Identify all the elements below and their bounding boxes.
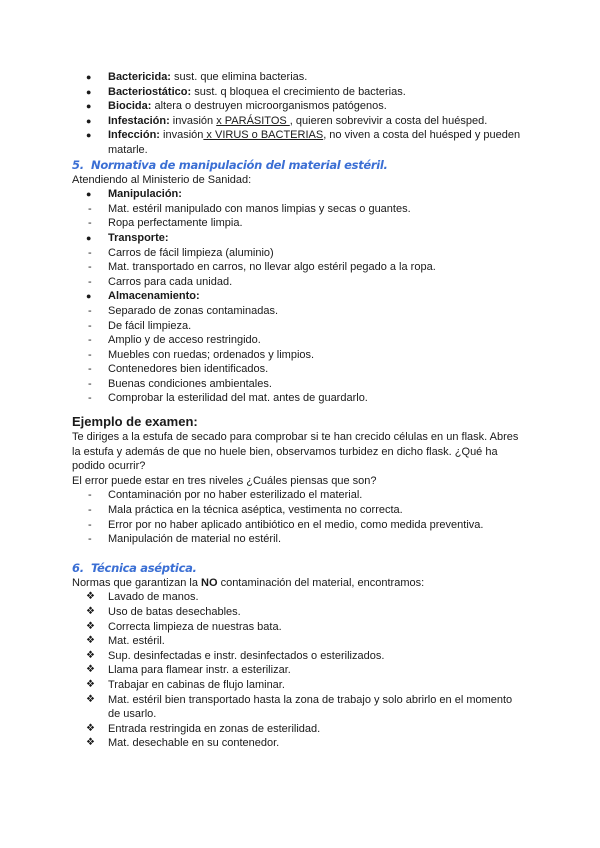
intro-bold: NO bbox=[201, 576, 218, 589]
list-item bbox=[72, 202, 532, 217]
list-item-text: Buenas condiciones ambientales. bbox=[108, 377, 272, 390]
bullet-icon: ● bbox=[86, 72, 92, 82]
list-item-continuation: de usarlo. bbox=[108, 708, 157, 721]
document-content bbox=[72, 70, 532, 751]
diamond-bullet-icon: ❖ bbox=[86, 635, 95, 647]
diamond-bullet-icon: ❖ bbox=[86, 620, 95, 632]
list-item-text: Mat. transportado en carros, no llevar algo estéril pegado a la ropa. bbox=[108, 261, 436, 274]
dash-icon: - bbox=[88, 363, 92, 376]
diamond-bullet-icon: ❖ bbox=[86, 678, 95, 690]
definition-term: Infestación: bbox=[108, 114, 170, 127]
list-item-text: Error por no haber aplicado antibiótico en el medio, como medida preventiva. bbox=[108, 518, 484, 531]
list-item-text: Trabajar en cabinas de flujo laminar. bbox=[108, 678, 285, 691]
definition-text-end: , no viven a costa del huésped y pueden bbox=[323, 129, 521, 142]
list-item bbox=[72, 678, 532, 693]
definition-term: Bacteriostático: bbox=[108, 85, 192, 98]
definition-item bbox=[72, 128, 532, 143]
list-item-text: Carros de fácil limpieza (aluminio) bbox=[108, 246, 274, 259]
list-item bbox=[72, 304, 532, 319]
section-5-intro: Atendiendo al Ministerio de Sanidad: bbox=[72, 173, 252, 186]
dash-icon: - bbox=[88, 304, 92, 317]
dash-icon: - bbox=[88, 504, 92, 517]
definition-underlined: x PARÁSITOS bbox=[216, 114, 290, 127]
list-item-text: Lavado de manos. bbox=[108, 591, 199, 604]
list-item bbox=[72, 503, 532, 518]
list-item-text: Mat. estéril bien transportado hasta la zona de trabajo y solo abrirlo en el momento bbox=[108, 693, 513, 706]
group-label: Almacenamiento: bbox=[108, 290, 200, 303]
exam-paragraph-line: podido ocurrir? bbox=[72, 460, 146, 473]
bullet-icon: ● bbox=[86, 101, 92, 112]
list-item-text: De fácil limpieza. bbox=[108, 319, 192, 332]
exam-heading: Ejemplo de examen: bbox=[72, 414, 198, 430]
dash-icon: - bbox=[88, 246, 92, 259]
list-item bbox=[72, 518, 532, 533]
list-item-text: Manipulación de material no estéril. bbox=[108, 533, 282, 546]
bullet-icon: ● bbox=[86, 189, 92, 200]
section-6-heading bbox=[72, 561, 532, 576]
list-item-text: Correcta limpieza de nuestras bata. bbox=[108, 620, 282, 633]
list-item bbox=[72, 488, 532, 503]
group-label-storage bbox=[72, 289, 532, 304]
list-item bbox=[72, 663, 532, 678]
list-item bbox=[72, 216, 532, 231]
section-number: 6. bbox=[72, 560, 84, 575]
diamond-bullet-icon: ❖ bbox=[86, 722, 95, 734]
definition-term: Bactericida: bbox=[108, 71, 171, 83]
dash-icon: - bbox=[88, 392, 92, 405]
list-item-text: Carros para cada unidad. bbox=[108, 275, 233, 288]
group-label-transport bbox=[72, 231, 532, 246]
list-item bbox=[72, 649, 532, 664]
diamond-bullet-icon: ❖ bbox=[86, 664, 95, 676]
dash-icon: - bbox=[88, 217, 92, 230]
list-item-text: Llama para flamear instr. a esterilizar. bbox=[108, 664, 291, 677]
dash-icon: - bbox=[88, 202, 92, 215]
definition-text: invasión bbox=[159, 129, 204, 142]
bullet-icon: ● bbox=[86, 115, 92, 126]
dash-icon: - bbox=[88, 518, 92, 531]
list-item bbox=[72, 590, 532, 605]
section-title: Normativa de manipulación del material estéril. bbox=[91, 157, 388, 172]
section-5-heading bbox=[72, 158, 532, 173]
diamond-bullet-icon: ❖ bbox=[86, 649, 95, 661]
dash-icon: - bbox=[88, 489, 92, 502]
group-label-manipulation bbox=[72, 187, 532, 202]
section-title: Técnica aséptica. bbox=[91, 560, 197, 575]
definition-text: altera o destruyen microorganismos patógenos. bbox=[151, 100, 387, 113]
intro-text-end: contaminación del material, encontramos: bbox=[217, 576, 425, 589]
list-item bbox=[72, 605, 532, 620]
exam-question: El error puede estar en tres niveles ¿Cuáles piensas que son? bbox=[72, 474, 377, 487]
list-item-text: Comprobar la esterilidad del mat. antes de guardarlo. bbox=[108, 392, 368, 405]
list-item bbox=[72, 620, 532, 635]
list-item-text: Mala práctica en la técnica aséptica, vestimenta no correcta. bbox=[108, 504, 403, 517]
section-number: 5. bbox=[72, 157, 84, 172]
bullet-icon: ● bbox=[86, 291, 92, 302]
intro-text: Normas que garantizan la bbox=[72, 576, 202, 589]
definition-text: sust. q bloquea el crecimiento de bacterias. bbox=[191, 85, 406, 98]
list-item bbox=[72, 736, 532, 751]
definition-item bbox=[72, 70, 532, 85]
dash-icon: - bbox=[88, 261, 92, 274]
list-item-text: Sup. desinfectadas e instr. desinfectados o esterilizados. bbox=[108, 649, 385, 662]
diamond-bullet-icon: ❖ bbox=[86, 591, 95, 603]
list-item-text: Mat. estéril. bbox=[108, 635, 165, 648]
group-label: Transporte: bbox=[108, 231, 169, 244]
dash-icon: - bbox=[88, 377, 92, 390]
diamond-bullet-icon: ❖ bbox=[86, 737, 95, 749]
list-item-text: Mat. desechable en su contenedor. bbox=[108, 737, 280, 750]
dash-icon: - bbox=[88, 319, 92, 332]
list-item-text: Contaminación por no haber esterilizado el material. bbox=[108, 489, 363, 502]
bullet-icon: ● bbox=[86, 86, 92, 97]
list-item bbox=[72, 319, 532, 334]
list-item bbox=[72, 362, 532, 377]
definition-text: invasión bbox=[169, 114, 217, 127]
list-item bbox=[72, 391, 532, 406]
list-item bbox=[72, 246, 532, 261]
list-item-text: Entrada restringida en zonas de esterilidad. bbox=[108, 722, 321, 735]
list-item-text: Muebles con ruedas; ordenados y limpios. bbox=[108, 348, 315, 361]
definition-term: Infección: bbox=[108, 129, 160, 142]
definition-text: sust. que elimina bacterias. bbox=[170, 71, 308, 83]
list-item bbox=[72, 377, 532, 392]
definition-underlined: x VIRUS o BACTERIAS bbox=[203, 129, 324, 142]
definition-item bbox=[72, 85, 532, 100]
definition-item bbox=[72, 114, 532, 129]
diamond-bullet-icon: ❖ bbox=[86, 606, 95, 617]
list-item bbox=[72, 634, 532, 649]
dash-icon: - bbox=[88, 348, 92, 361]
group-label: Manipulación: bbox=[108, 188, 182, 201]
list-item-text: Mat. estéril manipulado con manos limpias y secas o guantes. bbox=[108, 202, 411, 215]
list-item bbox=[72, 722, 532, 737]
definition-continuation: matarle. bbox=[108, 143, 148, 156]
exam-paragraph-line: Te diriges a la estufa de secado para comprobar si te han crecido células en un flask. Abres bbox=[72, 431, 519, 444]
list-item bbox=[72, 275, 532, 290]
dash-icon: - bbox=[88, 533, 92, 546]
definitions-list bbox=[72, 70, 532, 158]
list-item bbox=[72, 532, 532, 547]
list-item-text: Uso de batas desechables. bbox=[108, 606, 241, 618]
list-item bbox=[72, 260, 532, 275]
bullet-icon: ● bbox=[86, 130, 92, 141]
definition-text-end: , quieren sobrevivir a costa del huésped. bbox=[289, 114, 488, 127]
definition-item bbox=[72, 99, 532, 114]
list-item-text: Separado de zonas contaminadas. bbox=[108, 304, 279, 317]
list-item bbox=[72, 693, 532, 708]
section-6-intro bbox=[72, 576, 532, 591]
bullet-icon: ● bbox=[86, 232, 92, 243]
diamond-bullet-icon: ❖ bbox=[86, 693, 95, 705]
definition-term: Biocida: bbox=[108, 100, 152, 113]
list-item bbox=[72, 348, 532, 363]
list-item-text: Ropa perfectamente limpia. bbox=[108, 217, 243, 230]
dash-icon: - bbox=[88, 334, 92, 347]
dash-icon: - bbox=[88, 275, 92, 288]
exam-paragraph-line: la estufa y además de que no huele bien, observamos turbidez en dicho flask. ¿Qué ha bbox=[72, 445, 498, 458]
list-item-text: Amplio y de acceso restringido. bbox=[108, 334, 261, 347]
list-item bbox=[72, 333, 532, 348]
list-item-text: Contenedores bien identificados. bbox=[108, 363, 269, 376]
